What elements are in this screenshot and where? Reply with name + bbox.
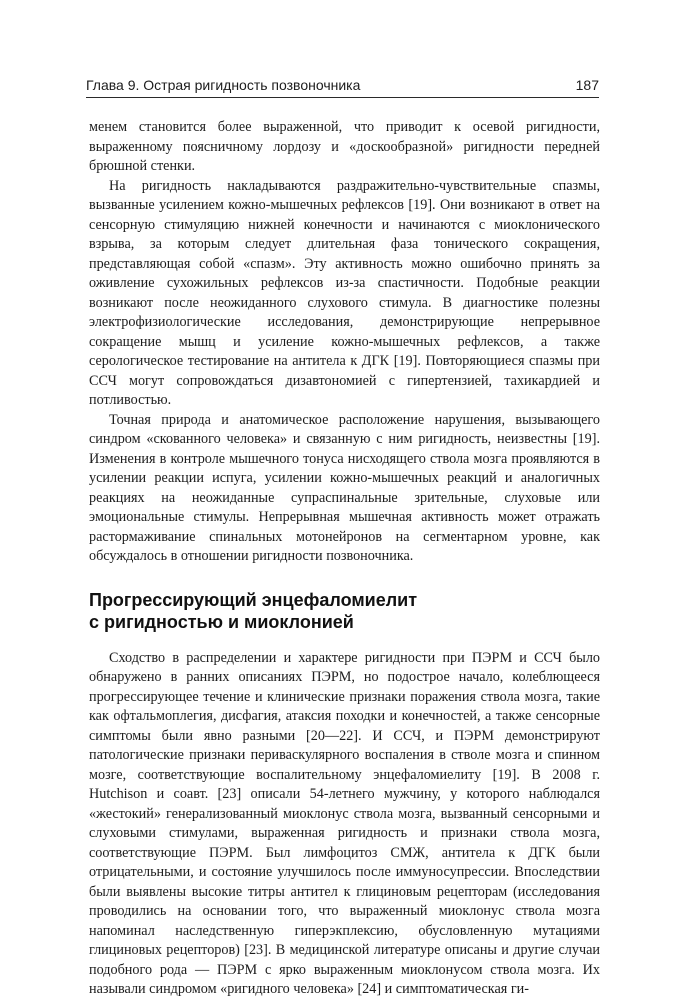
section-heading-line-2: с ригидностью и миоклонией xyxy=(89,611,354,632)
chapter-title: Глава 9. Острая ригидность позвоночника xyxy=(86,77,361,93)
page-number: 187 xyxy=(575,77,599,93)
paragraph-spasms: На ригидность накладываются раздражительно-чувствительные спазмы, вызванные усилением кожно-мышечных рефлексов [19]. Они возникают в ответ на сенсорную стимуляцию нижней конечности и начинаются с миоклонического взрыва, за которым следует длительная фаза тонического сокращения, представляющая собой «спазм». Эту активность можно ошибочно принять за оживление сухожильных рефлексов из-за спастичности. Подобные реакции возникают после неожиданного слухового стимула. В диагностике полезны электрофизиологические исследования, демонстрирующие непрерывное сокращение мышц и усиление кожно-мышечных рефлексов, а также серологическое тестирование на антитела к ДГК [19]. Повторяющиеся спазмы при ССЧ могут сопровождаться дизавтономией с гипертензией, тахикардией и потливостью. xyxy=(89,177,600,408)
paragraph-perm: Сходство в распределении и характере ригидности при ПЭРМ и ССЧ было обнаружено в ранних описаниях ПЭРМ, но подострое начало, колеблющееся прогрессирующее течение и клинические признаки поражения ствола мозга, такие как офтальмоплегия, дисфагия, атаксия походки и конечностей, а также сенсорные симптомы были явно разными [20—22]. И ССЧ, и ПЭРМ демонстрируют патологические признаки периваскулярного воспаления в стволе мозга и спинном мозге, соответствующие воспалительному энцефаломиелиту [19]. В 2008 г. Hutchison и соавт. [23] описали 54-летнего мужчину, у которого наблюдался «жестокий» генерализованный миоклонус ствола мозга, вызванный сенсорными и слуховыми стимулами, выраженная ригидность и признаки ствола мозга, соответствующие ПЭРМ. Был лимфоцитоз СМЖ, антитела к ДГК были отрицательными, и состояние улучшилось после иммуносупрессии. Впоследствии были выявлены высокие титры антител к глициновым рецепторам (исследования проводились на основании того, что выраженный миоклонус ствола мозга напоминал наследственную гиперэкплексию, обусловленную мутациями глициновых рецепторов) [23]. В медицинской литературе описаны и другие случаи подобного рода — ПЭРМ с ярко выраженным миоклонусом ствола мозга. Их называли синдромом «ригидного человека» [24] и симптоматическая ги- xyxy=(89,649,600,997)
running-header xyxy=(86,71,599,98)
paragraph-continuation: менем становится более выраженной, что приводит к осевой ригидности, выраженному поясничному лордозу и «доскообразной» ригидности передней брюшной стенки. xyxy=(89,119,600,174)
section-heading-line-1: Прогрессирующий энцефаломиелит xyxy=(89,589,418,610)
paragraph-nature: Точная природа и анатомическое расположение нарушения, вызывающего синдром «скованного человека» и связанную с ним ригидность, неизвестны [19]. Изменения в контроле мышечного тонуса нисходящего ствола мозга проявляются в усилении реакции испуга, усилении кожно-мышечных реакций и аналогичных реакциях на неожиданные супраспинальные зрительные, слуховые или эмоциональные стимулы. Непрерывная мышечная активность может отражать растормаживание спинальных мотонейронов на сегментарном уровне, как обсуждалось в отношении ригидности позвоночника. xyxy=(89,411,600,564)
body-text xyxy=(89,118,600,1000)
section-heading xyxy=(89,589,600,633)
